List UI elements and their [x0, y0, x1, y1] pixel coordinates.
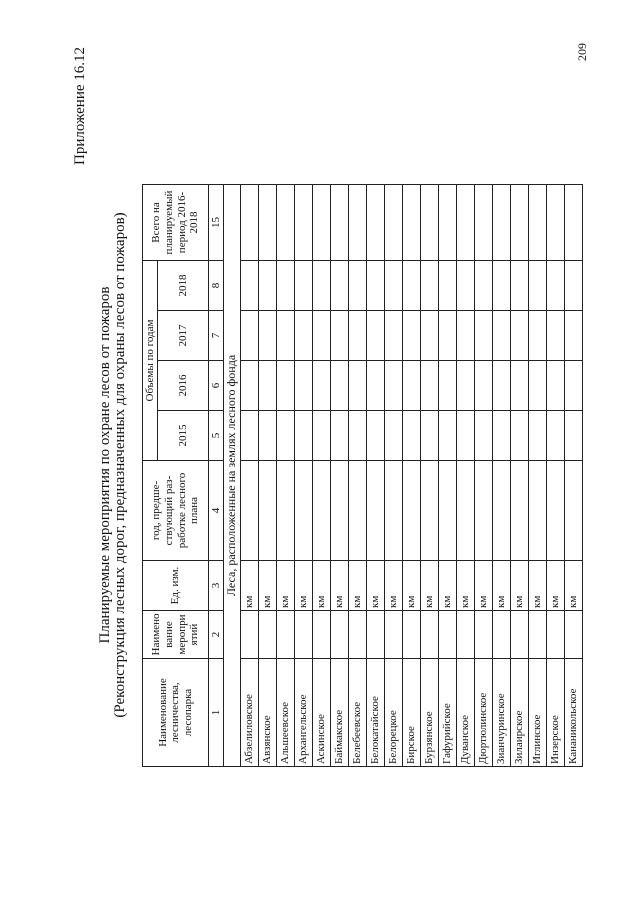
value-cell: [493, 311, 511, 361]
value-cell: [421, 411, 439, 461]
value-cell: [475, 411, 493, 461]
value-cell: [565, 461, 583, 561]
value-cell: [259, 361, 277, 411]
value-cell: [457, 461, 475, 561]
value-cell: [547, 311, 565, 361]
value-cell: [529, 411, 547, 461]
value-cell: [367, 461, 385, 561]
value-cell: [457, 185, 475, 261]
value-cell: [241, 261, 259, 311]
measure-cell: [493, 611, 511, 659]
table-row: [439, 185, 457, 767]
document-title: [98, 125, 128, 805]
value-cell: [439, 461, 457, 561]
value-cell: [457, 411, 475, 461]
value-cell: [493, 185, 511, 261]
header-year-2017: 2017: [158, 311, 209, 361]
value-cell: [313, 185, 331, 261]
forestry-name-cell: Баймакское: [331, 659, 349, 767]
table-row: [511, 185, 529, 767]
forestry-name-cell: Белокатайское: [367, 659, 385, 767]
forestry-name-cell: Гафурийское: [439, 659, 457, 767]
value-cell: [511, 261, 529, 311]
value-cell: [295, 361, 313, 411]
value-cell: [259, 411, 277, 461]
value-cell: [349, 461, 367, 561]
measure-cell: [277, 611, 295, 659]
value-cell: [439, 185, 457, 261]
value-cell: [403, 261, 421, 311]
measure-cell: [367, 611, 385, 659]
forestry-name-cell: Иглинское: [529, 659, 547, 767]
value-cell: [367, 311, 385, 361]
value-cell: [277, 361, 295, 411]
value-cell: [313, 411, 331, 461]
value-cell: [313, 261, 331, 311]
value-cell: [331, 311, 349, 361]
value-cell: [331, 185, 349, 261]
value-cell: [475, 361, 493, 411]
value-cell: [277, 185, 295, 261]
value-cell: [385, 411, 403, 461]
value-cell: [367, 185, 385, 261]
forestry-name-cell: Бурзянское: [421, 659, 439, 767]
value-cell: [241, 185, 259, 261]
value-cell: [349, 411, 367, 461]
unit-cell: км: [565, 561, 583, 611]
value-cell: [277, 461, 295, 561]
value-cell: [313, 461, 331, 561]
value-cell: [547, 261, 565, 311]
forestry-name-cell: Бирское: [403, 659, 421, 767]
forestry-name-cell: Зилаирское: [511, 659, 529, 767]
value-cell: [547, 361, 565, 411]
page-number: 209: [575, 43, 589, 61]
table-row: [421, 185, 439, 767]
value-cell: [439, 411, 457, 461]
measure-cell: [295, 611, 313, 659]
unit-cell: км: [475, 561, 493, 611]
unit-cell: км: [331, 561, 349, 611]
unit-cell: км: [349, 561, 367, 611]
table-row: [295, 185, 313, 767]
value-cell: [493, 261, 511, 311]
unit-cell: км: [403, 561, 421, 611]
table-row: [547, 185, 565, 767]
column-number: 2: [209, 611, 224, 659]
value-cell: [241, 311, 259, 361]
value-cell: [277, 411, 295, 461]
value-cell: [421, 261, 439, 311]
value-cell: [349, 311, 367, 361]
unit-cell: км: [439, 561, 457, 611]
measure-cell: [385, 611, 403, 659]
measure-cell: [529, 611, 547, 659]
value-cell: [259, 261, 277, 311]
table-row: [259, 185, 277, 767]
value-cell: [511, 185, 529, 261]
forestry-name-cell: Кананикольское: [565, 659, 583, 767]
value-cell: [277, 311, 295, 361]
value-cell: [421, 185, 439, 261]
value-cell: [421, 461, 439, 561]
unit-cell: км: [313, 561, 331, 611]
value-cell: [259, 461, 277, 561]
value-cell: [475, 261, 493, 311]
value-cell: [475, 461, 493, 561]
value-cell: [529, 185, 547, 261]
forestry-name-cell: Авзянское: [259, 659, 277, 767]
forestry-name-cell: Белебеевское: [349, 659, 367, 767]
header-prior-year: год, предше-ствующий раз-работке лесного плана: [143, 461, 209, 561]
table-body: [241, 185, 583, 767]
unit-cell: км: [529, 561, 547, 611]
unit-cell: км: [511, 561, 529, 611]
value-cell: [475, 311, 493, 361]
value-cell: [439, 311, 457, 361]
value-cell: [565, 411, 583, 461]
value-cell: [385, 361, 403, 411]
unit-cell: км: [241, 561, 259, 611]
measure-cell: [475, 611, 493, 659]
forestry-name-cell: Инзерское: [547, 659, 565, 767]
value-cell: [475, 185, 493, 261]
value-cell: [511, 311, 529, 361]
header-unit: Ед. изм.: [143, 561, 209, 611]
column-number: 8: [209, 261, 224, 311]
header-forestry-name: Наименование лесничества, лесопарка: [143, 659, 209, 767]
value-cell: [421, 311, 439, 361]
value-cell: [295, 461, 313, 561]
measure-cell: [349, 611, 367, 659]
value-cell: [565, 311, 583, 361]
value-cell: [403, 461, 421, 561]
measures-table: [142, 184, 583, 767]
value-cell: [457, 261, 475, 311]
title-line-2: (Реконструкция лесных дорог, предназначенных для охраны лесов от пожаров): [112, 212, 128, 718]
table-row: [349, 185, 367, 767]
forestry-name-cell: Архангельское: [295, 659, 313, 767]
value-cell: [547, 461, 565, 561]
header-total: Всего на планируемый период 2016-2018: [143, 185, 209, 261]
value-cell: [259, 185, 277, 261]
column-number: 5: [209, 411, 224, 461]
measure-cell: [511, 611, 529, 659]
unit-cell: км: [277, 561, 295, 611]
forestry-name-cell: Дуванское: [457, 659, 475, 767]
value-cell: [547, 185, 565, 261]
value-cell: [295, 261, 313, 311]
value-cell: [529, 461, 547, 561]
column-number: 15: [209, 185, 224, 261]
value-cell: [439, 361, 457, 411]
forestry-name-cell: Аскинское: [313, 659, 331, 767]
header-volumes-by-year: Объемы по годам: [143, 261, 158, 461]
value-cell: [331, 261, 349, 311]
value-cell: [295, 311, 313, 361]
value-cell: [565, 261, 583, 311]
header-year-2018: 2018: [158, 261, 209, 311]
value-cell: [313, 311, 331, 361]
value-cell: [277, 261, 295, 311]
value-cell: [331, 361, 349, 411]
value-cell: [529, 361, 547, 411]
value-cell: [565, 361, 583, 411]
measure-cell: [565, 611, 583, 659]
forestry-name-cell: Белорецкое: [385, 659, 403, 767]
value-cell: [385, 185, 403, 261]
unit-cell: км: [295, 561, 313, 611]
column-number: 6: [209, 361, 224, 411]
measure-cell: [457, 611, 475, 659]
measure-cell: [421, 611, 439, 659]
title-line-1: Планируемые мероприятия по охране лесов от пожаров: [97, 286, 113, 644]
value-cell: [493, 411, 511, 461]
header-year-2016: 2016: [158, 361, 209, 411]
unit-cell: км: [259, 561, 277, 611]
value-cell: [331, 461, 349, 561]
value-cell: [259, 311, 277, 361]
appendix-label: Приложение 16.12: [72, 46, 88, 165]
value-cell: [295, 411, 313, 461]
value-cell: [457, 361, 475, 411]
unit-cell: км: [493, 561, 511, 611]
unit-cell: км: [367, 561, 385, 611]
measure-cell: [439, 611, 457, 659]
table-row: [313, 185, 331, 767]
value-cell: [511, 411, 529, 461]
value-cell: [331, 411, 349, 461]
value-cell: [295, 185, 313, 261]
unit-cell: км: [457, 561, 475, 611]
measure-cell: [259, 611, 277, 659]
forestry-name-cell: Дюртюлинское: [475, 659, 493, 767]
header-year-2015: 2015: [158, 411, 209, 461]
value-cell: [457, 311, 475, 361]
value-cell: [403, 361, 421, 411]
value-cell: [565, 185, 583, 261]
value-cell: [349, 261, 367, 311]
table-row: [403, 185, 421, 767]
table-row: [331, 185, 349, 767]
measure-cell: [241, 611, 259, 659]
section-row: [224, 185, 241, 767]
value-cell: [529, 311, 547, 361]
value-cell: [439, 261, 457, 311]
value-cell: [241, 361, 259, 411]
value-cell: [403, 185, 421, 261]
value-cell: [493, 361, 511, 411]
value-cell: [241, 411, 259, 461]
column-numbers-row: [209, 185, 224, 767]
value-cell: [349, 185, 367, 261]
value-cell: [493, 461, 511, 561]
value-cell: [385, 461, 403, 561]
value-cell: [403, 411, 421, 461]
value-cell: [511, 361, 529, 411]
column-number: 4: [209, 461, 224, 561]
column-number: 3: [209, 561, 224, 611]
measure-cell: [313, 611, 331, 659]
table-row: [367, 185, 385, 767]
value-cell: [547, 411, 565, 461]
column-number: 1: [209, 659, 224, 767]
measure-cell: [547, 611, 565, 659]
value-cell: [385, 311, 403, 361]
table-row: [277, 185, 295, 767]
value-cell: [241, 461, 259, 561]
measure-cell: [331, 611, 349, 659]
table-row: [565, 185, 583, 767]
value-cell: [367, 261, 385, 311]
table-row: [457, 185, 475, 767]
table-row: [241, 185, 259, 767]
unit-cell: км: [547, 561, 565, 611]
value-cell: [349, 361, 367, 411]
table-row: [493, 185, 511, 767]
value-cell: [511, 461, 529, 561]
value-cell: [421, 361, 439, 411]
column-number: 7: [209, 311, 224, 361]
table-row: [529, 185, 547, 767]
forestry-name-cell: Альшеевское: [277, 659, 295, 767]
value-cell: [385, 261, 403, 311]
value-cell: [367, 361, 385, 411]
value-cell: [529, 261, 547, 311]
value-cell: [403, 311, 421, 361]
value-cell: [313, 361, 331, 411]
table-row: [385, 185, 403, 767]
value-cell: [367, 411, 385, 461]
forestry-name-cell: Абзелиловское: [241, 659, 259, 767]
unit-cell: км: [385, 561, 403, 611]
table-row: [475, 185, 493, 767]
section-title: Леса, расположенные на землях лесного фонда: [224, 185, 241, 767]
forestry-name-cell: Зианчуринское: [493, 659, 511, 767]
unit-cell: км: [421, 561, 439, 611]
measure-cell: [403, 611, 421, 659]
header-measure-name: Наимено вание меропри ятий: [143, 611, 209, 659]
